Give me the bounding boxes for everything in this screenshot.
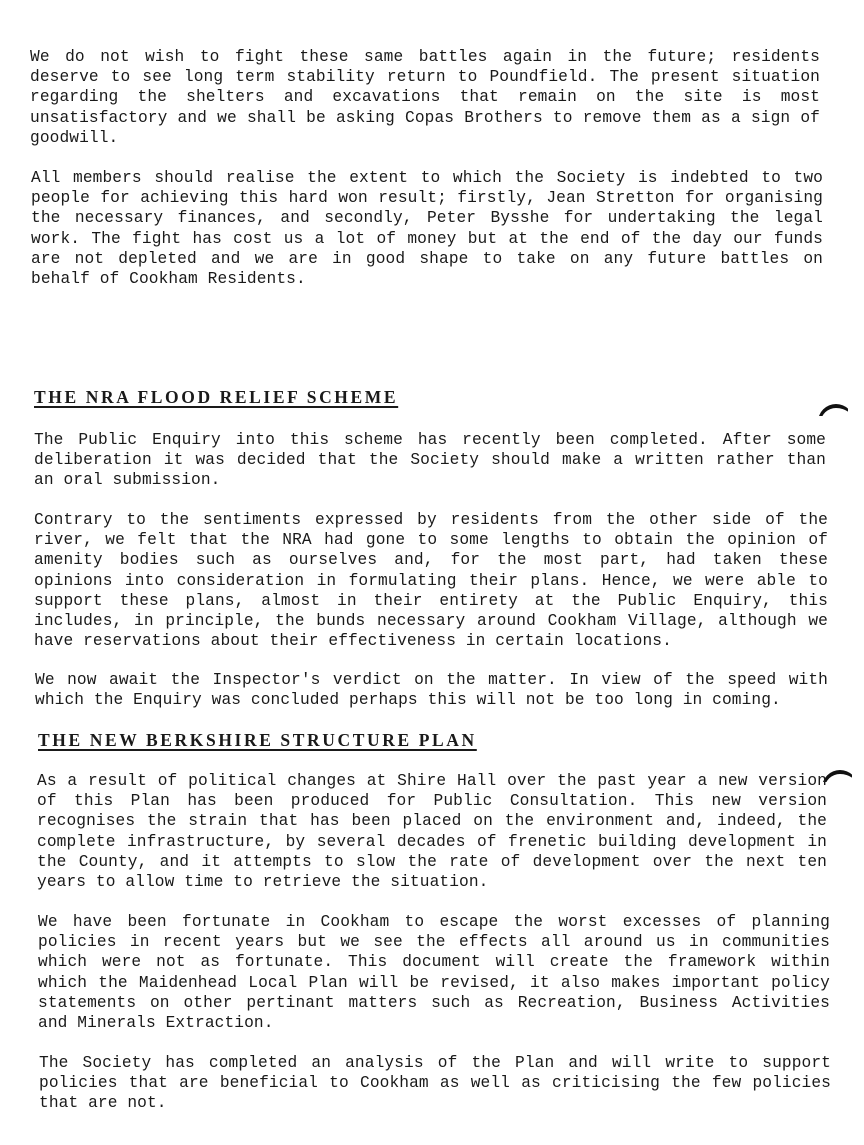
punch-hole-mark — [818, 402, 848, 416]
intro-paragraph-2: All members should realise the extent to which the Society is indebted to two people for achieving this hard won result; firstly, Jean Stretton for organising the necessary finances, and secondly, Peter Bysshe for undertaking the legal work. The fight has cost us a lot of money but at the end of the day our funds are not depleted and we are in good shape to take on any future battles on behalf of Cookham Residents. — [31, 169, 823, 289]
nra-section-heading: THE NRA FLOOD RELIEF SCHEME — [34, 387, 399, 407]
intro-paragraph-1: We do not wish to fight these same battles again in the future; residents deserve to see long term stability return to Poundfield. The present situation regarding the shelters and excavations that remain on the site is most unsatisfactory and we shall be asking Copas Brothers to remove them as a sign of goodwill. — [30, 48, 820, 147]
berkshire-paragraph-1: As a result of political changes at Shire Hall over the past year a new version of this Plan has been produced for Public Consultation. This new version recognises the strain that has been placed on the environment and, indeed, the complete infrastructure, by several decades of frenetic building development in the County, and it attempts to slow the rate of development over the next ten years to allow time to retrieve the situation. — [37, 772, 827, 892]
berkshire-paragraph-2: We have been fortunate in Cookham to escape the worst excesses of planning policies in recent years but we see the effects all around us in communities which were not as fortunate. This document will create the framework within which the Maidenhead Local Plan will be revised, it also makes important policy statements on other pertinant matters such as Recreation, Business Activities and Minerals Extraction. — [38, 913, 830, 1033]
nra-paragraph-1: The Public Enquiry into this scheme has recently been completed. After some deliberation it was decided that the Society should make a written rather than an oral submission. — [34, 431, 826, 490]
berkshire-section-heading: THE NEW BERKSHIRE STRUCTURE PLAN — [38, 730, 477, 750]
nra-paragraph-3: We now await the Inspector's verdict on the matter. In view of the speed with which the Enquiry was concluded perhaps this will not be too long in coming. — [35, 671, 828, 710]
nra-paragraph-2: Contrary to the sentiments expressed by residents from the other side of the river, we felt that the NRA had gone to some lengths to obtain the opinion of amenity bodies such as ourselves and, for the most part, had taken these opinions into consideration in formulating their plans. Hence, we were able to support these plans, almost in their entirety at the Public Enquiry, this includes, in principle, the bunds necessary around Cookham Village, although we have reservations about their effectiveness in certain locations. — [34, 511, 828, 651]
berkshire-paragraph-3: The Society has completed an analysis of the Plan and will write to support policies that are beneficial to Cookham as well as criticising the few policies that are not. — [39, 1054, 831, 1113]
